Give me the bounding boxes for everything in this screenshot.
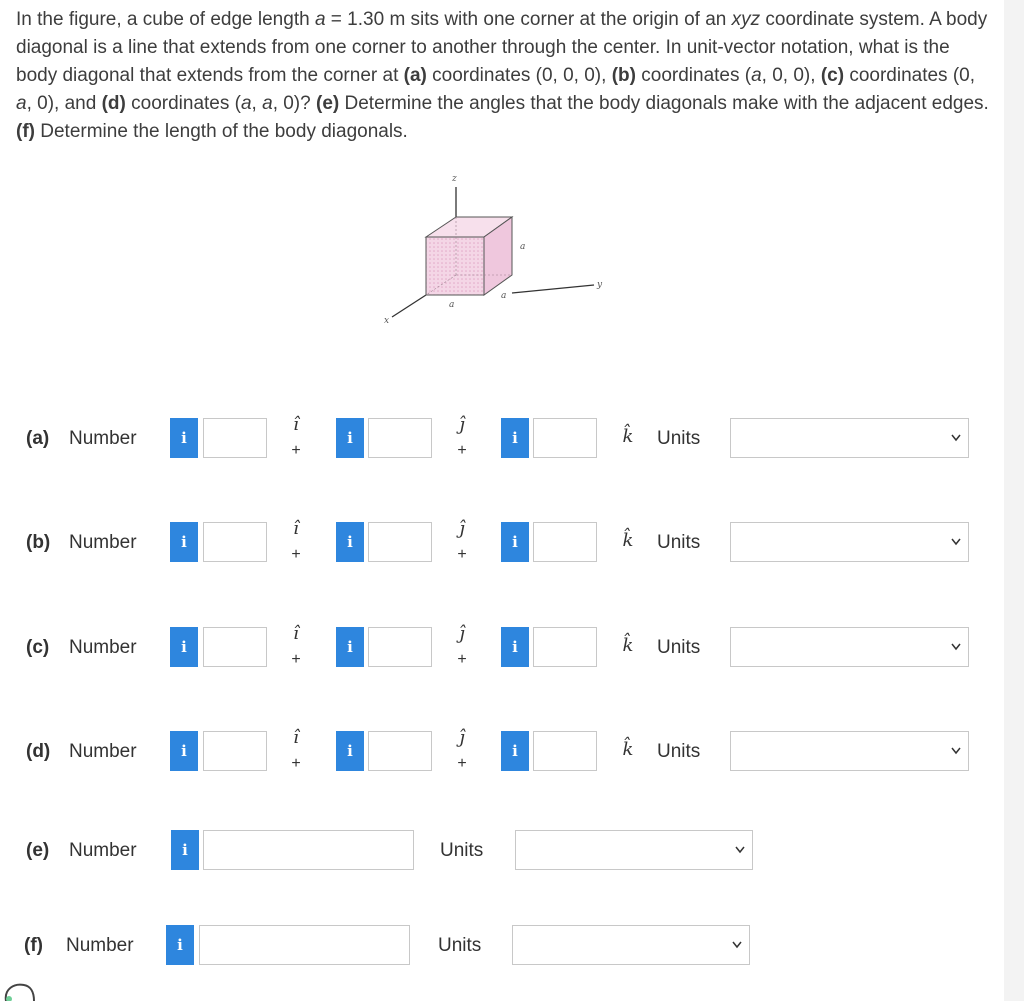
info-icon[interactable]: i — [171, 830, 199, 870]
x-axis-label: x — [384, 316, 390, 326]
units-label: Units — [657, 532, 701, 553]
part-label: (a) — [26, 428, 50, 449]
unit-vector-k: k̂ — [622, 739, 634, 760]
number-label: Number — [69, 428, 137, 449]
units-select-e[interactable] — [515, 830, 753, 870]
info-icon[interactable]: i — [170, 522, 198, 562]
plus-sign: + — [291, 442, 301, 459]
chevron-down-icon — [950, 744, 962, 758]
cube-front-face — [426, 237, 484, 295]
unit-vector-j: ĵ — [459, 414, 465, 435]
info-icon[interactable]: i — [170, 627, 198, 667]
unit-vector-k: k̂ — [622, 530, 634, 551]
plus-sign: + — [457, 442, 467, 459]
right-scroll-strip — [1004, 0, 1024, 1001]
unit-vector-j: ĵ — [459, 727, 465, 748]
plus-sign: + — [291, 546, 301, 563]
plus-sign: + — [457, 546, 467, 563]
units-label: Units — [440, 840, 484, 861]
k-component-input[interactable] — [533, 522, 597, 562]
k-component-input[interactable] — [533, 731, 597, 771]
unit-vector-i: î — [293, 623, 299, 644]
edge-label-front: a — [449, 300, 455, 310]
unit-vector-k: k̂ — [622, 635, 634, 656]
plus-sign: + — [291, 651, 301, 668]
answer-input-e[interactable] — [203, 830, 414, 870]
info-icon[interactable]: i — [336, 522, 364, 562]
cube-figure — [360, 165, 640, 335]
question-text: In the figure, a cube of edge length a = 1.30 m sits with one corner at the origin of an xyz coordinate system. A body diagonal is a line that extends from one corner to another through the center. In unit-vector notation, what is the body diagonal that extends from the corner at (a) coordinates (0, 0, 0), (b) coordinates (a, 0, 0), (c) coordinates (0, a, 0), and (d) coordinates (a, a, 0)? (e) Determine the angles that the body diagonals make with the adjacent edges. (f) Determine the length of the body diagonals. — [16, 9, 989, 142]
plus-sign: + — [457, 651, 467, 668]
chevron-down-icon — [950, 431, 962, 445]
part-label: (f) — [24, 935, 43, 956]
j-component-input[interactable] — [368, 627, 432, 667]
units-select-a[interactable] — [730, 418, 969, 458]
y-axis-label: y — [597, 280, 603, 290]
j-component-input[interactable] — [368, 731, 432, 771]
number-label: Number — [69, 741, 137, 762]
y-axis — [512, 285, 594, 293]
part-label: (b) — [26, 532, 51, 553]
number-label: Number — [69, 840, 137, 861]
part-label: (d) — [26, 741, 51, 762]
i-component-input[interactable] — [203, 731, 267, 771]
info-icon[interactable]: i — [501, 627, 529, 667]
info-icon[interactable]: i — [336, 731, 364, 771]
chevron-down-icon — [950, 535, 962, 549]
units-select-f[interactable] — [512, 925, 750, 965]
x-axis — [392, 295, 426, 317]
number-label: Number — [66, 935, 134, 956]
info-icon[interactable]: i — [170, 731, 198, 771]
plus-sign: + — [291, 755, 301, 772]
units-label: Units — [438, 935, 482, 956]
unit-vector-j: ĵ — [459, 623, 465, 644]
units-select-b[interactable] — [730, 522, 969, 562]
chevron-down-icon — [950, 640, 962, 654]
part-label: (e) — [26, 840, 50, 861]
plus-sign: + — [457, 755, 467, 772]
j-component-input[interactable] — [368, 418, 432, 458]
edge-label-side: a — [520, 242, 526, 252]
answer-input-f[interactable] — [199, 925, 410, 965]
i-component-input[interactable] — [203, 627, 267, 667]
info-icon[interactable]: i — [166, 925, 194, 965]
unit-vector-i: î — [293, 727, 299, 748]
edge-label-bottom: a — [501, 291, 507, 301]
units-label: Units — [657, 428, 701, 449]
info-icon[interactable]: i — [170, 418, 198, 458]
units-label: Units — [657, 637, 701, 658]
info-icon[interactable]: i — [336, 627, 364, 667]
chevron-down-icon — [734, 843, 746, 857]
units-label: Units — [657, 741, 701, 762]
i-component-input[interactable] — [203, 418, 267, 458]
info-icon[interactable]: i — [501, 731, 529, 771]
units-select-d[interactable] — [730, 731, 969, 771]
k-component-input[interactable] — [533, 418, 597, 458]
unit-vector-k: k̂ — [622, 426, 634, 447]
chat-bubble-icon[interactable] — [0, 975, 40, 1001]
unit-vector-j: ĵ — [459, 518, 465, 539]
info-icon[interactable]: i — [501, 418, 529, 458]
number-label: Number — [69, 637, 137, 658]
part-label: (c) — [26, 637, 50, 658]
chevron-down-icon — [731, 938, 743, 952]
i-component-input[interactable] — [203, 522, 267, 562]
number-label: Number — [69, 532, 137, 553]
units-select-c[interactable] — [730, 627, 969, 667]
k-component-input[interactable] — [533, 627, 597, 667]
z-axis-label: z — [452, 174, 457, 184]
info-icon[interactable]: i — [501, 522, 529, 562]
unit-vector-i: î — [293, 518, 299, 539]
info-icon[interactable]: i — [336, 418, 364, 458]
unit-vector-i: î — [293, 414, 299, 435]
j-component-input[interactable] — [368, 522, 432, 562]
